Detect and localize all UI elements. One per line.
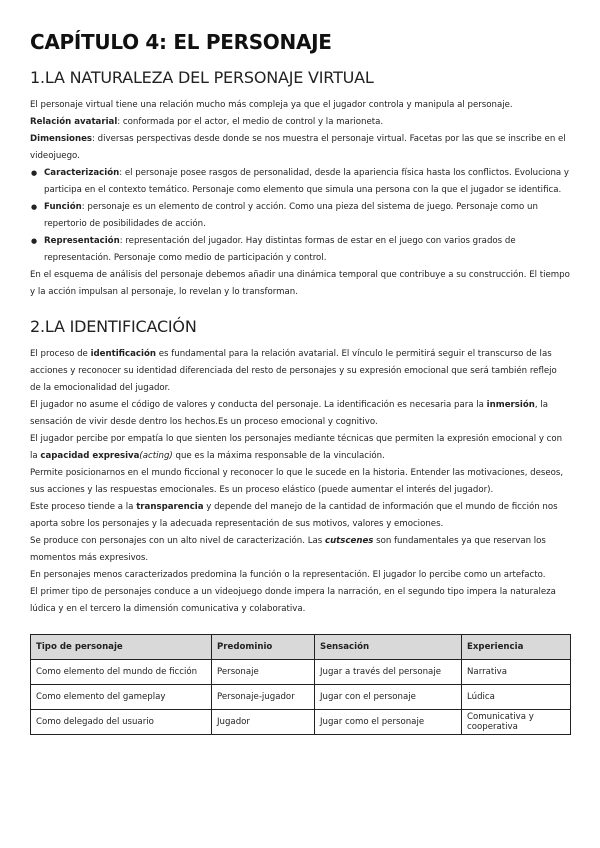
term-identificacion: identificación [90, 349, 156, 359]
paragraph-identificacion-5 [30, 499, 570, 533]
column-header: Experiencia [462, 635, 571, 660]
page-title: CAPÍTULO 4: EL PERSONAJE [30, 30, 332, 54]
table-cell: Como delegado del usuario [31, 710, 212, 735]
paragraph-intro: El personaje virtual tiene una relación mucho más compleja ya que el jugador controla y manipula al personaje. [30, 100, 513, 110]
column-header: Tipo de personaje [31, 635, 212, 660]
paragraph-identificacion-2 [30, 397, 570, 431]
text-run: Se produce con personajes con un alto nivel de caracterización. Las [30, 536, 325, 546]
text-run: , la sensación de vivir desde dentro los hechos.Es un proceso emocional y cognitivo. [30, 400, 548, 427]
term-relacion-avatarial: Relación avatarial [30, 117, 118, 127]
term-cutscenes-text: cutscenes [324, 536, 374, 546]
section-naturaleza [30, 68, 570, 301]
paragraph-identificacion-6 [30, 533, 570, 567]
table-cell: Narrativa [462, 660, 571, 685]
table-cell: Como elemento del mundo de ficción [31, 660, 212, 685]
paragraph-identificacion-7: En personajes menos caracterizados predomina la función o la representación. El jugador lo percibe como un artefacto. [30, 570, 546, 580]
text-run: son fundamentales ya que reservan los momentos más expresivos. [30, 536, 546, 563]
list-item [44, 233, 570, 267]
section-heading-naturaleza: 1.LA NATURALEZA DEL PERSONAJE VIRTUAL [30, 68, 374, 87]
table-header-row [31, 635, 571, 660]
term-transparencia: transparencia [136, 502, 204, 512]
term-capacidad-expresiva: capacidad expresiva [40, 451, 140, 461]
table-cell: Como elemento del gameplay [31, 685, 212, 710]
text-run: El jugador percibe por empatía lo que sienten los personajes mediante técnicas que permiten la expresión emocional y con la [30, 434, 563, 461]
section-identificacion [30, 317, 570, 618]
dimensions-list [30, 165, 570, 267]
column-header: Predominio [212, 635, 315, 660]
paragraph-relacion [30, 114, 570, 131]
term-representacion: Representación [44, 236, 120, 246]
column-header: Sensación [315, 635, 462, 660]
text-run: y depende del manejo de la cantidad de información que el mundo de ficción nos aporta sobre los personajes y la adecuada representación de sus motivos, valores y emociones. [30, 502, 558, 529]
character-types-table [30, 634, 571, 735]
term-funcion: Función [44, 202, 82, 212]
list-item [44, 165, 570, 199]
table-row [31, 710, 571, 735]
text-run: es fundamental para la relación avatarial. El vínculo le permitirá seguir el transcurso de las acciones y reconocer su identidad diferenciada del resto de personajes y su expresión emocional que será también reflejo de la emocionalidad del jugador. [30, 349, 557, 393]
table-row [31, 685, 571, 710]
list-item-text: : representación del jugador. Hay distintas formas de estar en el juego con varios grados de representación. Personaje como medio de participación y control. [44, 236, 516, 263]
table-cell: Jugar con el personaje [315, 685, 462, 710]
list-item [44, 199, 570, 233]
table-cell: Comunicativa y cooperativa [462, 710, 571, 735]
text-run: que es la máxima responsable de la vinculación. [172, 451, 385, 461]
list-item-text: : el personaje posee rasgos de personalidad, desde la apariencia física hasta los conflictos. Evoluciona y participa en el contexto temático. Personaje como elemento que simula una persona con la que el jugador se identifica. [44, 168, 569, 195]
list-item-text: : personaje es un elemento de control y acción. Como una pieza del sistema de juego. Personaje como un repertorio de posibilidades de acción. [44, 202, 538, 229]
term-dimensiones: Dimensiones [30, 134, 93, 144]
table-cell: Lúdica [462, 685, 571, 710]
text-run: Este proceso tiende a la [30, 502, 137, 512]
table-cell: Jugar a través del personaje [315, 660, 462, 685]
paragraph-identificacion-4: Permite posicionarnos en el mundo ficcional y reconocer lo que le sucede en la historia. Entender las motivaciones, deseos, sus acciones y las respuestas emocionales. Es un proceso elástico (puede aumentar el interés del jugador). [30, 468, 564, 495]
paragraph-identificacion-8: El primer tipo de personajes conduce a un videojuego donde impera la narración, en el segundo tipo impera la naturaleza lúdica y en el tercero la dimensión comunicativa y colaborativa. [30, 587, 556, 614]
table-cell: Personaje-jugador [212, 685, 315, 710]
paragraph-identificacion-3 [30, 431, 570, 465]
table-cell: Jugador [212, 710, 315, 735]
section-heading-identificacion: 2.LA IDENTIFICACIÓN [30, 317, 197, 336]
text-run: El proceso de [30, 349, 91, 359]
table-row [31, 660, 571, 685]
dimensiones-text: : diversas perspectivas desde donde se nos muestra el personaje virtual. Facetas por las que se inscribe en el videojuego. [30, 134, 566, 161]
relacion-text: : conformada por el actor, el medio de control y la marioneta. [117, 117, 384, 127]
acting-note: (acting) [139, 451, 173, 461]
paragraph-identificacion-1 [30, 346, 570, 397]
paragraph-dimensiones [30, 131, 570, 165]
paragraph-closing: En el esquema de análisis del personaje debemos añadir una dinámica temporal que contribuye a su construcción. El tiempo y la acción impulsan al personaje, lo revelan y lo transforman. [30, 270, 570, 297]
term-cutscenes [325, 536, 373, 546]
table-cell: Jugar como el personaje [315, 710, 462, 735]
term-caracterizacion: Caracterización [44, 168, 120, 178]
text-run: El jugador no asume el código de valores y conducta del personaje. La identificación es necesaria para la [30, 400, 487, 410]
term-inmersion: inmersión [486, 400, 535, 410]
table-cell: Personaje [212, 660, 315, 685]
